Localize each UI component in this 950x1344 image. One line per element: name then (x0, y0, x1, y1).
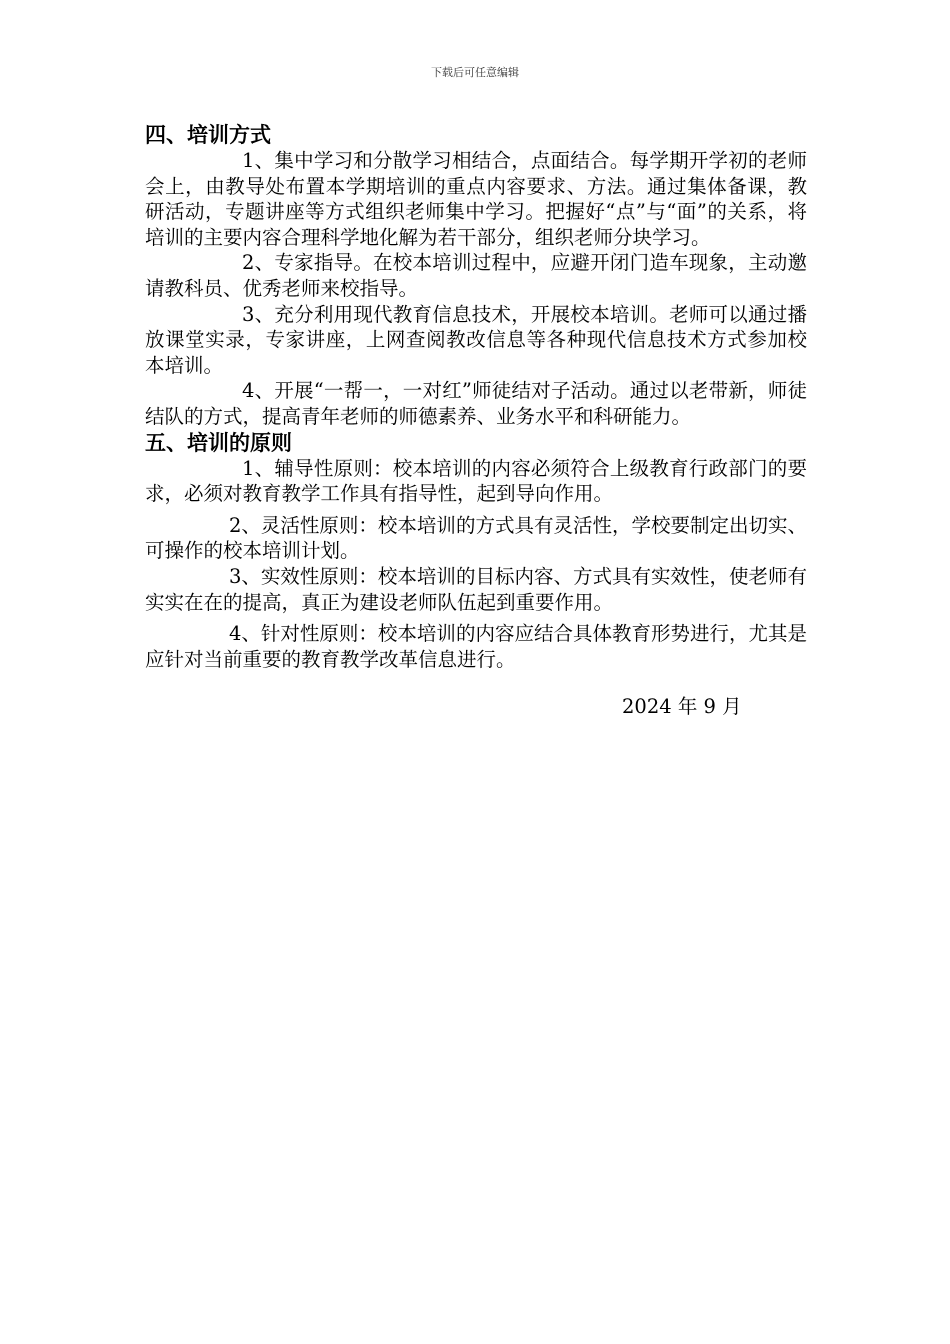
paragraph-principle-2: 2、灵活性原则：校本培训的方式具有灵活性，学校要制定出切实、可操作的校本培训计划。 (145, 513, 807, 563)
document-body (145, 122, 807, 720)
paragraph-method-3: 3、充分利用现代教育信息技术，开展校本培训。老师可以通过播放课堂实录，专家讲座，上网查阅教改信息等各种现代信息技术方式参加校本培训。 (145, 302, 807, 377)
paragraph-method-4: 4、开展“一帮一，一对红”师徒结对子活动。通过以老带新，师徒结队的方式，提高青年老师的师德素养、业务水平和科研能力。 (145, 379, 807, 428)
paragraph-method-1: 1、集中学习和分散学习相结合，点面结合。每学期开学初的老师会上，由教导处布置本学期培训的重点内容要求、方法。通过集体备课，教研活动，专题讲座等方式组织老师集中学习。把握好“点”与“面”的关系，将培训的主要内容合理科学地化解为若干部分，组织老师分块学习。 (145, 149, 807, 249)
paragraph-principle-1: 1、辅导性原则：校本培训的内容必须符合上级教育行政部门的要求，必须对教育教学工作具有指导性，起到导向作用。 (145, 456, 807, 506)
paragraph-principle-3: 3、实效性原则：校本培训的目标内容、方式具有实效性，使老师有实实在在的提高，真正为建设老师队伍起到重要作用。 (145, 564, 807, 614)
section-heading-training-principles: 五、培训的原则 (145, 430, 292, 455)
paragraph-principle-4: 4、针对性原则：校本培训的内容应结合具体教育形势进行，尤其是应针对当前重要的教育教学改革信息进行。 (145, 622, 807, 671)
paragraph-method-2: 2、专家指导。在校本培训过程中，应避开闭门造车现象，主动邀请教科员、优秀老师来校指导。 (145, 251, 807, 300)
document-date: 2024 年 9 月 (622, 695, 742, 719)
page-header-note: 下载后可任意编辑 (431, 66, 519, 79)
section-heading-training-methods: 四、培训方式 (145, 123, 271, 147)
